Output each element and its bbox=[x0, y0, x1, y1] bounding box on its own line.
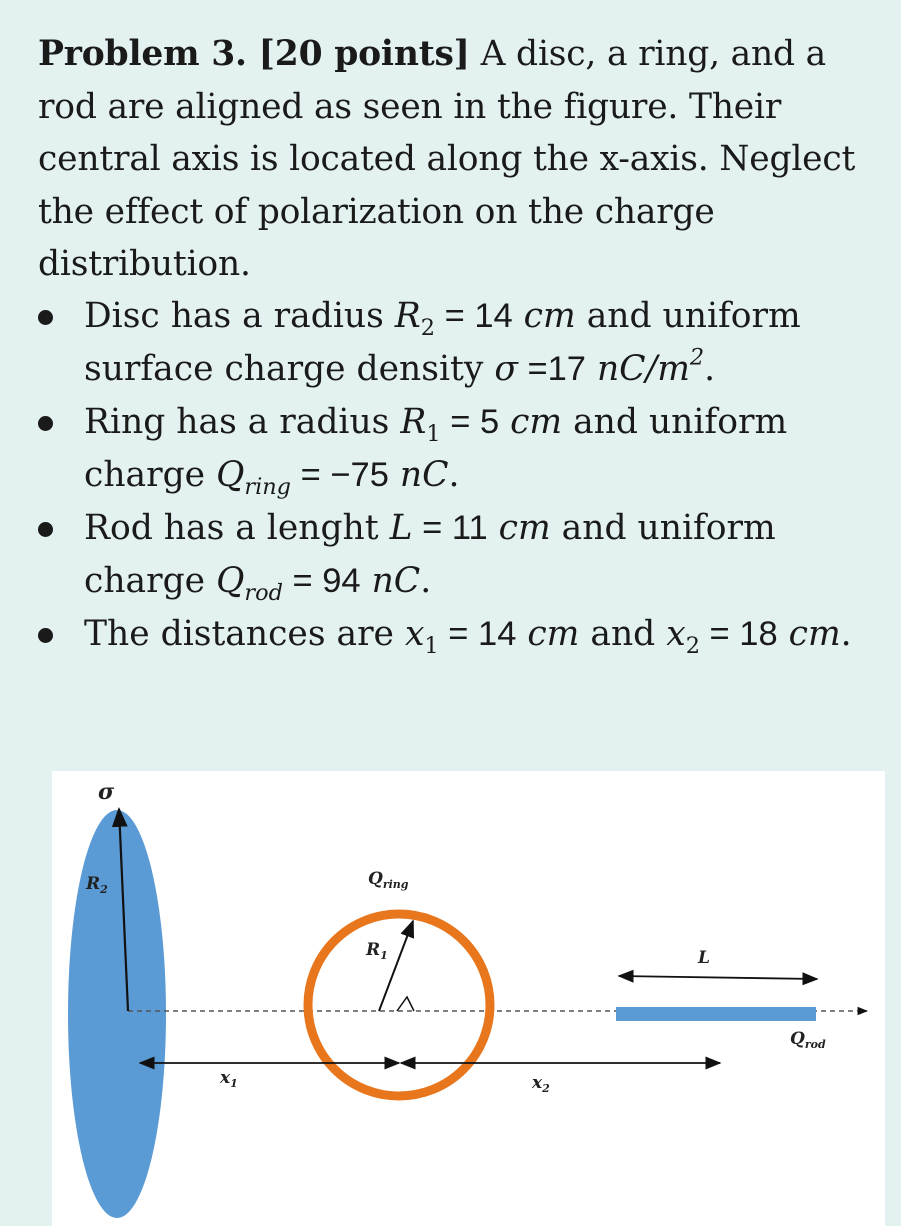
disc-ring-rod-diagram bbox=[52, 771, 885, 1226]
problem-text: A disc, a ring, and a rod are aligned as seen in the figure. Their central axis is located along the x-axis. Neglect the effect of polarization on the charge distribution. bbox=[38, 34, 856, 284]
l-length-arrow bbox=[619, 976, 817, 979]
bullet-distances: The distances are $x_1 = 14$ cm and $x_2 = 18$ cm. bbox=[38, 608, 898, 661]
rod-shape bbox=[616, 1007, 816, 1021]
bullet-ring: Ring has a radius $R_1 = 5$ cm and uniform charge $Q_{ring} = -75$ nC. bbox=[38, 396, 898, 502]
x1-label: $x_1$ bbox=[220, 1068, 238, 1090]
bullet-icon bbox=[38, 416, 53, 431]
l-label: L bbox=[698, 948, 710, 968]
bullet-rod: Rod has a lenght L = 11 cm and uniform charge $Q_{rod} = 94$ nC. bbox=[38, 502, 898, 608]
disc-shape bbox=[68, 810, 166, 1218]
bullet-disc: Disc has a radius $R_2 = 14$ cm and uniform surface charge density σ =17 $nC/m^2$. bbox=[38, 290, 898, 396]
bullet-icon bbox=[38, 310, 53, 325]
problem-statement bbox=[38, 28, 888, 291]
ring-shape bbox=[308, 914, 490, 1096]
r1-label: $R_1$ bbox=[366, 940, 388, 962]
qring-label: $Q_{ring}$ bbox=[368, 869, 409, 891]
x2-label: $x_2$ bbox=[532, 1073, 550, 1095]
qrod-label: $Q_{rod}$ bbox=[790, 1029, 826, 1051]
problem-heading: Problem 3. [20 points] bbox=[38, 34, 470, 74]
sigma-label: σ bbox=[98, 779, 115, 805]
figure-panel bbox=[52, 771, 885, 1226]
bullet-icon bbox=[38, 522, 53, 537]
bullet-icon bbox=[38, 628, 53, 643]
given-list bbox=[38, 290, 898, 661]
angle-mark bbox=[397, 997, 414, 1011]
r2-label: $R_2$ bbox=[86, 874, 108, 896]
